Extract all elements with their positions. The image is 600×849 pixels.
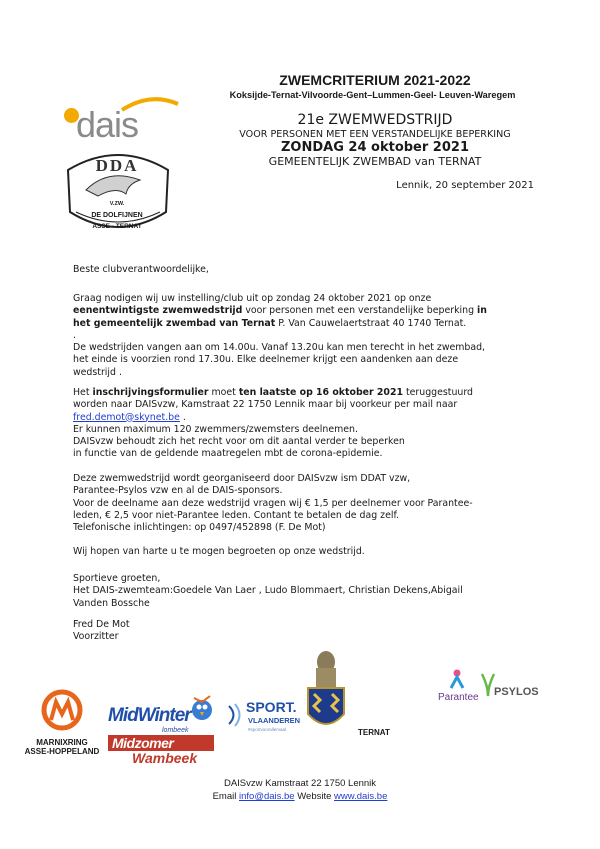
club-emblem-name: DE DOLFIJNEN (91, 212, 143, 219)
midwinter-bird-icon (188, 692, 216, 728)
ternat-coat-of-arms-icon (300, 648, 352, 738)
competition-date: ZONDAG 24 oktober 2021 (281, 140, 469, 155)
ternat-logo-text: TERNAT (358, 728, 390, 737)
dais-logo-swoosh (120, 96, 180, 118)
paragraph-invitation: Graag nodigen wij uw instelling/club uit op zondag 24 oktober 2021 op onze eenentwintigste zwemwedstrijd voor personen met een verstandelijke beperking in het gemeentelijk zwembad van Ternat P. Van Cauwelaertstraat 40 1740 Ternat. . De wedstrijden vangen aan om 14.00u. Vanaf 13.20u kan men terecht in het zwembad, het einde is voorzien rond 17.30u. Elke deelnemer krijgt een aandenken aan deze wedstrijd . (73, 293, 487, 378)
competition-edition: 21e ZWEMWEDSTRIJD (297, 112, 453, 128)
parantee-logo: Parantee (438, 692, 479, 703)
sport-vlaanderen-icon (226, 702, 244, 728)
midzomer-logo-sub: Wambeek (132, 750, 198, 766)
club-emblem-letters: DDA (95, 156, 139, 175)
criterium-cities: Koksijde-Ternat-Vilvoorde-Gent–Lummen-Geel- Leuven-Waregem (229, 90, 516, 100)
footer-email-link[interactable]: info@dais.be (239, 791, 295, 802)
paragraph-closing-wish: Wij hopen van harte u te mogen begroeten op onze wedstrijd. (73, 546, 365, 557)
page-title: ZWEMCRITERIUM 2021-2022 (279, 72, 471, 88)
sport-vlaanderen-sub: VLAANDEREN (248, 716, 301, 725)
salutation: Beste clubverantwoordelijke, (73, 264, 209, 275)
sport-vlaanderen-logo: SPORT. (246, 699, 297, 715)
midwinter-logo: MidWinter (108, 705, 191, 726)
club-emblem-city: ASSE - TERNAT (92, 223, 142, 230)
competition-audience: VOOR PERSONEN MET EEN VERSTANDELIJKE BEPERKING (239, 129, 511, 140)
letter-place-date: Lennik, 20 september 2021 (396, 180, 534, 191)
footer-contact: Email info@dais.be Website www.dais.be (212, 791, 388, 802)
footer-address: DAISvzw Kamstraat 22 1750 Lennik (223, 778, 377, 789)
signature-block: Sportieve groeten, Het DAIS-zwemteam:Goedele Van Laer , Ludo Blommaert, Christian Dekens,Abigail Vanden Bossche (73, 573, 463, 609)
club-emblem-vzw: V.ZW. (109, 201, 125, 207)
midwinter-logo-sub: lombeek (162, 727, 189, 734)
registration-email-link[interactable]: fred.demot@skynet.be (73, 411, 180, 423)
footer-website-link[interactable]: www.dais.be (334, 791, 388, 802)
signer-block: Fred De Mot Voorzitter (73, 619, 130, 643)
parantee-icon (448, 668, 466, 690)
sport-vlaanderen-tag: #sportvoorallemaal (248, 727, 287, 732)
marnixring-logo-text: MARNIXRING ASSE-HOPPELAND (24, 738, 100, 756)
competition-venue: GEMEENTELIJK ZWEMBAD van TERNAT (268, 155, 482, 168)
paragraph-registration: Het inschrijvingsformulier moet ten laatste op 16 oktober 2021 teruggestuurd worden naar DAISvzw, Kamstraat 22 1750 Lennik maar bij voorkeur per mail naar fred.demot@skynet.be . Er kunnen maximum 120 zwemmers/zwemsters deelnemen. DAISvzw behoudt zich het recht voor om dit aantal verder te beperken in functie van de geldende maatregelen mbt de corona-epidemie. (73, 387, 473, 460)
dais-logo: dais (76, 104, 139, 145)
midzomer-logo: Midzomer (112, 735, 174, 751)
paragraph-organisation: Deze zwemwedstrijd wordt georganiseerd door DAISvzw ism DDAT vzw, Parantee-Psylos vzw en al de DAIS-sponsors. Voor de deelname aan deze wedstrijd vragen wij € 1,5 per deelnemer voor Parantee- leden, € 2,5 voor niet-Parantee leden. Contant te betalen de dag zelf. Telefonische inlichtingen: op 0497/452898 (F. De Mot) (73, 473, 473, 534)
marnixring-logo-icon (40, 688, 84, 732)
psylos-logo: PSYLOS (494, 686, 539, 698)
